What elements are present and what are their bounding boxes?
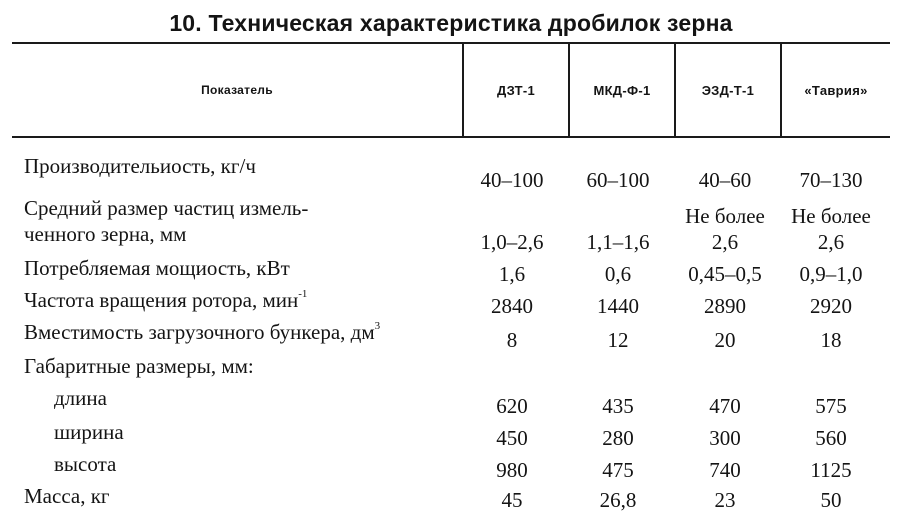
cell-value: 1440 [597, 294, 639, 318]
cell-value: 40–60 [698, 168, 752, 192]
cell-value: 2840 [491, 294, 533, 318]
cell-value: 560 [815, 426, 847, 450]
header-col-mkdf1: МКД-Ф-1 [593, 82, 651, 98]
row-label: высота [54, 452, 117, 476]
cell-value: 300 [709, 426, 741, 450]
row-label: Потребляемая мощиость, кВт [24, 256, 290, 280]
cell-value: 2,6 [817, 230, 845, 254]
cell-value: 23 [714, 488, 736, 512]
row-label-text: Вместимость загрузочного бункера, дм [24, 320, 375, 344]
cell-value: 50 [820, 488, 842, 512]
cell-value: 435 [602, 394, 634, 418]
row-label: Масса, кг [24, 484, 110, 508]
cell-value: 2920 [810, 294, 852, 318]
row-label: Средний размер частиц измель- [24, 196, 309, 220]
cell-value: 26,8 [599, 488, 637, 512]
cell-value: 620 [496, 394, 528, 418]
header-indicator: Показатель [201, 83, 273, 97]
cell-value: 20 [714, 328, 736, 352]
table-title: 10. Техническая характеристика дробилок зерна [169, 10, 733, 36]
cell-value: 70–130 [799, 168, 863, 192]
cell-value: 980 [496, 458, 528, 482]
row-label: Производительиость, кг/ч [24, 154, 256, 178]
cell-value: 40–100 [480, 168, 544, 192]
row-label-superscript: 3 [374, 320, 381, 332]
cell-value: 575 [815, 394, 847, 418]
cell-value: 2,6 [711, 230, 739, 254]
cell-value: 740 [709, 458, 741, 482]
cell-value: 475 [602, 458, 634, 482]
cell-value: 2890 [704, 294, 746, 318]
cell-value: 0,6 [604, 262, 632, 286]
cell-value: 45 [501, 488, 523, 512]
row-label-text: Частота вращения ротора, мин [24, 288, 299, 312]
row-label: длина [54, 386, 107, 410]
cell-value: 18 [820, 328, 842, 352]
row-label: ченного зерна, мм [24, 222, 187, 246]
cell-value: 470 [709, 394, 741, 418]
cell-prefix: Не более [685, 204, 765, 228]
cell-value: 1,0–2,6 [480, 230, 544, 254]
row-label-superscript: -1 [298, 288, 308, 300]
cell-value: 12 [607, 328, 629, 352]
cell-value: 1,6 [498, 262, 526, 286]
header-rule [12, 136, 890, 138]
row-label: Габаритные размеры, мм: [24, 354, 254, 378]
row-label: ширина [54, 420, 124, 444]
cell-value: 60–100 [586, 168, 650, 192]
cell-value: 1125 [810, 458, 852, 482]
header-col-ezdt1: ЭЗД-Т-1 [701, 82, 755, 98]
cell-value: 450 [496, 426, 528, 450]
cell-value: 280 [602, 426, 634, 450]
header-col-tavriya: «Таврия» [804, 82, 868, 98]
cell-value: 0,9–1,0 [799, 262, 863, 286]
cell-value: 1,1–1,6 [586, 230, 650, 254]
cell-value: 8 [506, 328, 518, 352]
cell-value: 0,45–0,5 [688, 262, 762, 286]
cell-prefix: Не более [791, 204, 871, 228]
row-label [24, 320, 380, 344]
row-label [24, 288, 307, 312]
header-col-dzt1: ДЗТ-1 [496, 82, 536, 98]
